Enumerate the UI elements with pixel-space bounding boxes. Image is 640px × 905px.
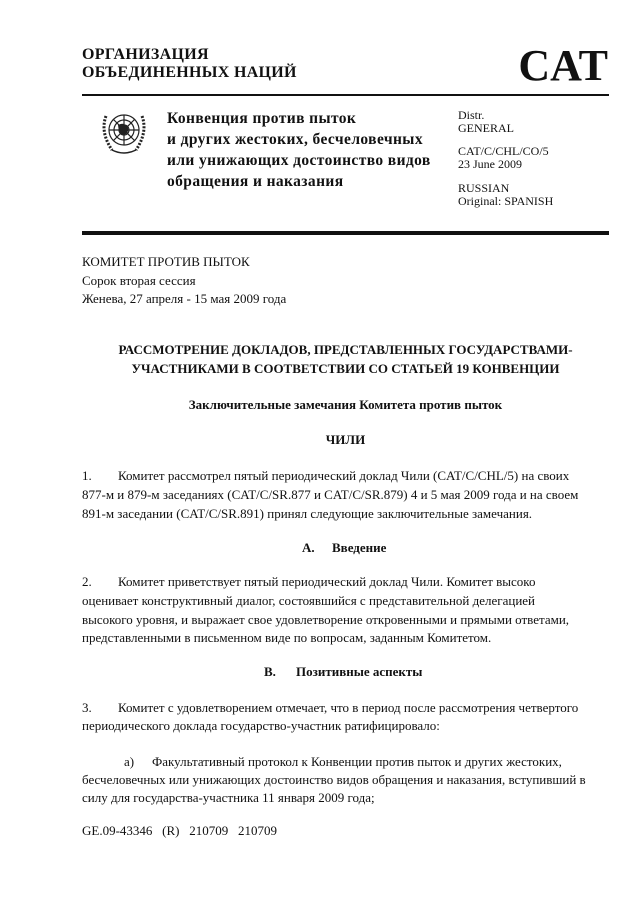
item-a-line: бесчеловечных или унижающих достоинство видов обращения и наказания, вступивший в bbox=[82, 772, 586, 787]
para3-line: периодического доклада государство-участник ратифицировало: bbox=[82, 718, 440, 733]
item-a-number: a) bbox=[124, 754, 135, 769]
para2-line: оценивает конструктивный диалог, состоявшийся с представительной делегацией bbox=[82, 593, 536, 608]
section-b-letter: B. bbox=[264, 664, 276, 679]
para1-line: 877-м и 879-м заседаниях (CAT/C/SR.877 и CAT/C/SR.879) 4 и 5 мая 2009 года и на своем bbox=[82, 487, 579, 502]
convention-title-line: и других жестоких, бесчеловечных bbox=[167, 131, 423, 148]
org-name-line2: ОБЪЕДИНЕННЫХ НАЦИЙ bbox=[82, 64, 297, 81]
document-code: CAT bbox=[518, 41, 608, 90]
para2-line: Комитет приветствует пятый периодический доклад Чили. Комитет высоко bbox=[118, 574, 536, 589]
document-date: 23 June 2009 bbox=[458, 157, 522, 171]
convention-title-line: обращения и наказания bbox=[167, 173, 344, 190]
subtitle: Заключительные замечания Комитета против пыток bbox=[188, 397, 503, 412]
para3-number: 3. bbox=[82, 700, 92, 715]
org-name-line1: ОРГАНИЗАЦИЯ bbox=[82, 46, 209, 63]
section-b-title: Позитивные аспекты bbox=[296, 664, 423, 679]
convention-title-line: Конвенция против пыток bbox=[167, 110, 357, 127]
footer-job-number: GE.09-43346 (R) 210709 210709 bbox=[82, 823, 277, 838]
original-language: Original: SPANISH bbox=[458, 194, 554, 208]
item-a-line: Факультативный протокол к Конвенции против пыток и других жестоких, bbox=[152, 754, 562, 769]
para3-line: Комитет с удовлетворением отмечает, что в период после рассмотрения четвертого bbox=[118, 700, 579, 715]
document-title-line: УЧАСТНИКАМИ В СООТВЕТСТВИИ СО СТАТЬЕЙ 19 КОНВЕНЦИИ bbox=[131, 361, 560, 376]
committee-name: КОМИТЕТ ПРОТИВ ПЫТОК bbox=[82, 254, 250, 269]
para2-number: 2. bbox=[82, 574, 92, 589]
un-emblem-icon bbox=[96, 106, 152, 158]
country-heading: ЧИЛИ bbox=[325, 432, 366, 447]
para2-line: представленными в письменном виде по вопросам, заданным Комитетом. bbox=[82, 630, 492, 645]
para1-line: 891-м заседании (CAT/C/SR.891) принял следующие заключительные замечания. bbox=[82, 506, 533, 521]
document-symbol: CAT/C/CHL/CO/5 bbox=[458, 144, 549, 158]
item-a-line: силу для государства-участника 11 января 2009 года; bbox=[82, 790, 375, 805]
header-thick-rule bbox=[82, 231, 609, 235]
convention-title-line: или унижающих достоинство видов bbox=[167, 152, 431, 169]
para1-line: Комитет рассмотрел пятый периодический доклад Чили (CAT/C/CHL/5) на своих bbox=[118, 468, 570, 483]
distr-label: Distr. bbox=[458, 108, 485, 122]
place-date: Женева, 27 апреля - 15 мая 2009 года bbox=[82, 291, 287, 306]
document-language: RUSSIAN bbox=[458, 181, 510, 195]
header-rule bbox=[82, 94, 609, 96]
session: Сорок вторая сессия bbox=[82, 273, 196, 288]
para2-line: высокого уровня, и выражает свое удовлетворение откровенными и прямыми ответами, bbox=[82, 612, 570, 627]
para1-number: 1. bbox=[82, 468, 92, 483]
distribution: GENERAL bbox=[458, 121, 514, 135]
section-a-letter: A. bbox=[302, 540, 315, 555]
document-title-line: РАССМОТРЕНИЕ ДОКЛАДОВ, ПРЕДСТАВЛЕННЫХ ГОСУДАРСТВАМИ- bbox=[118, 342, 573, 357]
section-a-title: Введение bbox=[332, 540, 387, 555]
